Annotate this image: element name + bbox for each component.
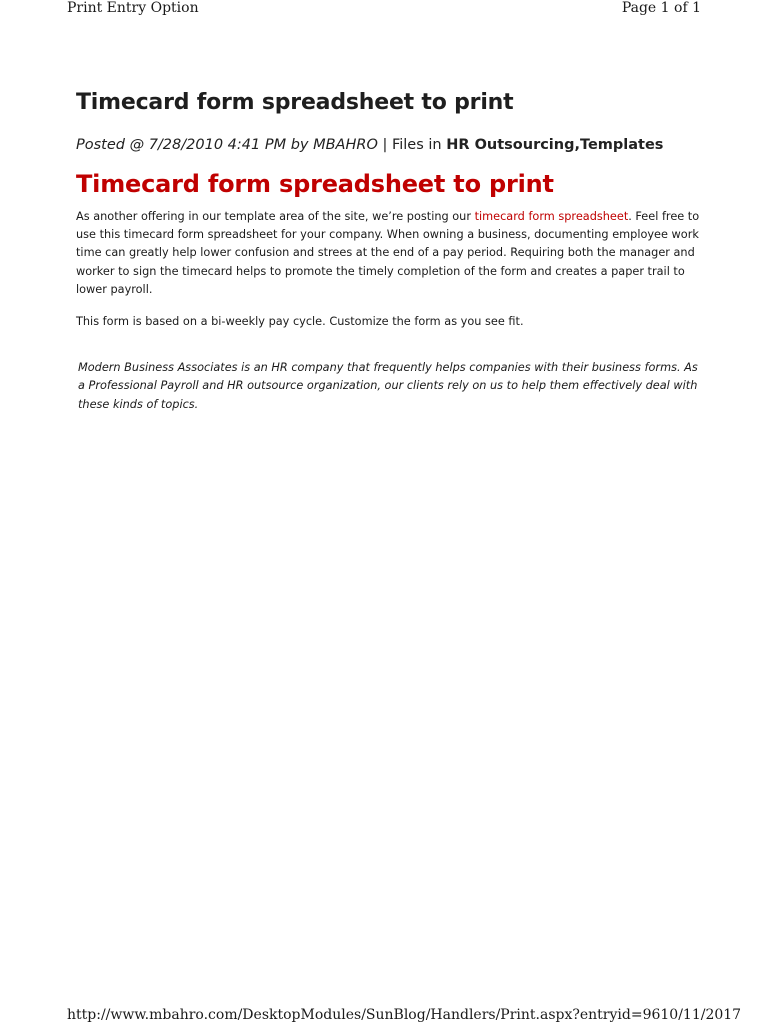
print-footer (67, 1007, 742, 1023)
entry-title: Timecard form spreadsheet to print (76, 90, 514, 115)
entry-content (76, 88, 708, 414)
print-date: 10/11/2017 (660, 1007, 742, 1023)
post-heading: Timecard form spreadsheet to print (76, 170, 554, 198)
timecard-spreadsheet-link[interactable]: timecard form spreadsheet (474, 210, 629, 223)
print-header (67, 0, 701, 16)
page-url: http://www.mbahro.com/DesktopModules/SunBlog/Handlers/Print.aspx?entryid=96 (67, 1007, 661, 1023)
paragraph-intro-after: . Feel free to use this timecard form spreadsheet for your company. When owning a business, documenting employee work time can greatly help lower confusion and strees at the end of a pay period. Requiring both the manager and worker to sign the timecard helps to promote the timely completion of the form and creates a paper trail to lower payroll. (76, 210, 700, 296)
entry-meta (76, 134, 708, 156)
paragraph-pay-cycle: This form is based on a bi-weekly pay cycle. Customize the form as you see fit. (76, 315, 524, 329)
paragraph-intro (76, 208, 708, 299)
meta-separator: | Files in (377, 137, 447, 153)
closing-note: Modern Business Associates is an HR company that frequently helps companies with their business forms. As a Professional Payroll and HR outsource organization, our clients rely on us to help them effectively deal with these kinds of topics. (78, 361, 698, 411)
print-header-title: Print Entry Option (67, 0, 199, 16)
category-links[interactable]: HR Outsourcing,Templates (446, 137, 664, 153)
paragraph-intro-before: As another offering in our template area of the site, we’re posting our (76, 210, 475, 223)
page-number: Page 1 of 1 (621, 0, 701, 16)
posted-info: Posted @ 7/28/2010 4:41 PM by MBAHRO (76, 137, 378, 153)
